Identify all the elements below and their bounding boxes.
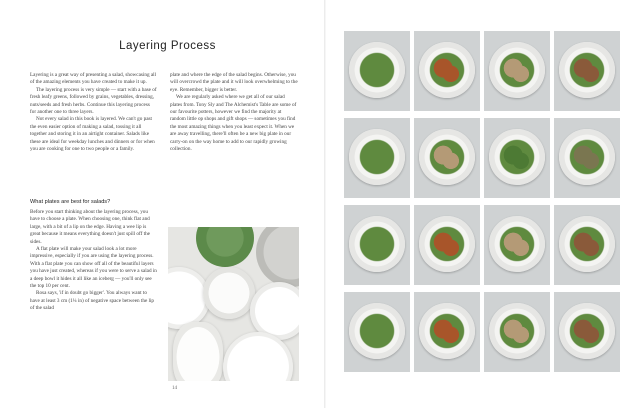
white-plate: [203, 267, 255, 319]
salad-photo: [484, 118, 550, 198]
paragraph: A flat plate will make your salad look a lot more impressive, especially if you are using the layering process. With a flat plate you can show off all of the beautiful layers you have just created, whereas if you were to serve a salad in a deep bowl it hides it all like an iceberg — you'll only see the top 10 per cent.: [30, 246, 157, 290]
salad: [428, 225, 466, 263]
salad: [568, 51, 606, 89]
oval-platter: [173, 322, 223, 381]
paragraph: Not every salad in this book is layered. We can't go past the even easier option of making a salad, tossing it all together and storing it in an airtight container. Salads like these are ideal for weekday lunches and dinners or for when you are cooking for one to two people or a family.: [30, 116, 155, 153]
paragraph: Before you start thinking about the layering process, you have to choose a plate. When choosing one, think flat and large, with a bit of a lip on the edge. Having a wee lip is great because it means everything doesn't just spill off the sides.: [30, 209, 150, 245]
paragraph: Layering is a great way of presenting a salad, showcasing all of the amazing elements you have created to make it up.: [30, 72, 157, 86]
section-subheading: What plates are best for salads?: [30, 199, 111, 205]
page-title: Layering Process: [119, 40, 216, 52]
salad: [358, 312, 396, 350]
salad-photo: [414, 292, 480, 372]
salad: [498, 312, 536, 350]
text-column-2: [170, 72, 298, 170]
salad-photo: [414, 118, 480, 198]
paragraph: We are regularly asked where we get all of our salad plates from. Tony Sly and The Alchemist's Table are some of our favourite potters, however we find the majority at random little op shops and gift shops — sometimes you find the most amazing things when you least expect it. When we are away travelling, there'll often be a new big plate in our carry-on on the way home to add to our rapidly growing collection.: [170, 94, 297, 153]
salad-photo: [484, 292, 550, 372]
salad-photo: [554, 31, 620, 111]
salad: [428, 312, 466, 350]
salad-photo: [554, 292, 620, 372]
salad-photo: [344, 31, 410, 111]
salad-photo: [484, 31, 550, 111]
green-plate: [196, 227, 254, 267]
paragraph: Rosa says, 'if in doubt go bigger'. You always want to have at least 3 cm (1¼ in) of negative space between the lip of the salad: [30, 290, 155, 312]
salad-photo: [344, 118, 410, 198]
salad: [568, 225, 606, 263]
salad-photo: [344, 292, 410, 372]
salad: [568, 138, 606, 176]
salad: [358, 225, 396, 263]
salad-photo: [344, 205, 410, 285]
salad: [428, 138, 466, 176]
salad-photo: [414, 31, 480, 111]
grey-plate: [256, 227, 299, 287]
salad: [358, 138, 396, 176]
salad: [498, 51, 536, 89]
plates-photo: [168, 227, 299, 381]
salad: [568, 312, 606, 350]
salad: [498, 225, 536, 263]
salad-photo: [414, 205, 480, 285]
salad: [428, 51, 466, 89]
salad-photo: [554, 118, 620, 198]
paragraph: plate and where the edge of the salad begins. Otherwise, you will overcrowd the plate and it will look overwhelming to the eye. Remember, bigger is better.: [170, 72, 298, 93]
salad: [498, 138, 536, 176]
right-page: [326, 0, 628, 408]
salad-photo: [484, 205, 550, 285]
text-column-3: [30, 209, 157, 389]
paragraph: The layering process is very simple — start with a base of fresh leafy greens, followed by grains, vegetables, dressing, nuts/seeds and fresh herbs. Continue this layering process for another one to three layers.: [30, 86, 157, 116]
salad-photo: [554, 205, 620, 285]
page-number: 14: [172, 386, 177, 391]
salad: [358, 51, 396, 89]
text-column-1: [30, 72, 157, 170]
